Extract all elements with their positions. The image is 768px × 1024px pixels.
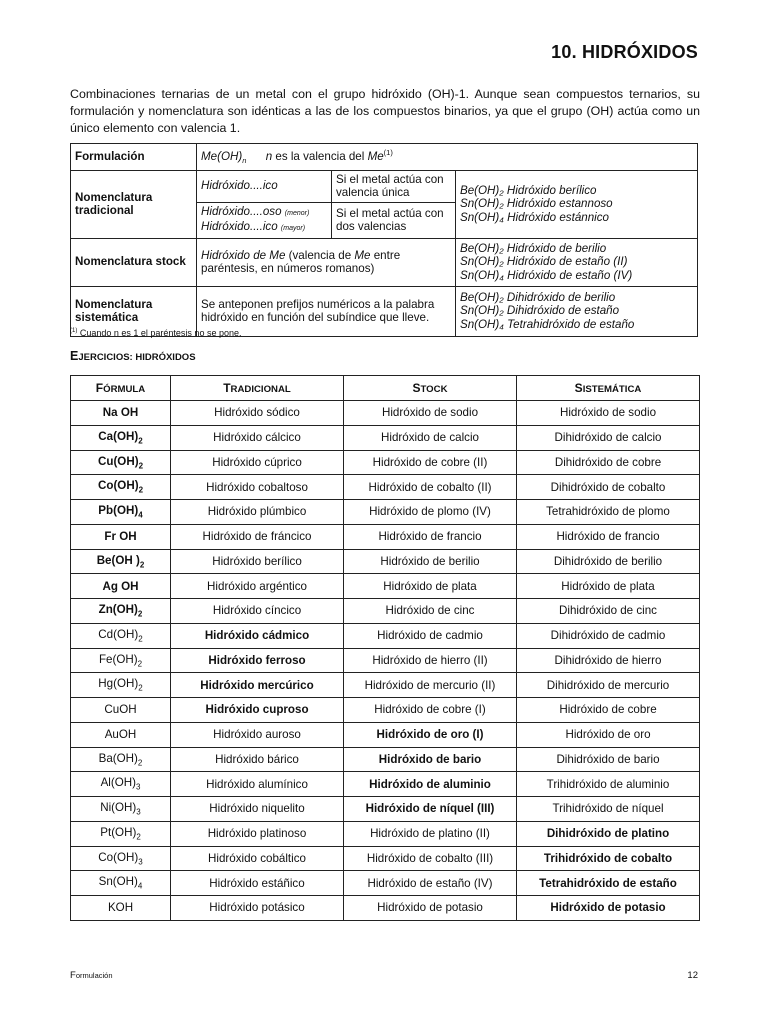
tradicional-cell: Hidróxido bárico: [171, 747, 344, 772]
trad-example: Be(OH)₂ Hidróxido berílico: [460, 183, 597, 197]
formulacion-value: [197, 144, 698, 171]
sistematica-cell: Dihidróxido de cobalto: [517, 475, 700, 500]
table-row: [71, 797, 700, 822]
stock-label: Nomenclatura stock: [71, 238, 197, 286]
stock-cell: Hidróxido de cadmio: [344, 623, 517, 648]
sistematica-label: Nomenclatura sistemática: [71, 286, 197, 336]
sistematica-cell: Trihidróxido de níquel: [517, 797, 700, 822]
tradicional-cell: Hidróxido cálcico: [171, 425, 344, 450]
stock-cell: Hidróxido de oro (I): [344, 722, 517, 747]
stock-cell: Hidróxido de cinc: [344, 599, 517, 624]
table-row: [71, 673, 700, 698]
formula-cell: $Ni(OH)_3$: [71, 797, 171, 822]
footnote-text: Cuando n es 1 el paréntesis no se pone.: [79, 328, 242, 338]
stock-cell: Hidróxido de cobalto (III): [344, 846, 517, 871]
tradicional-cell: Hidróxido sódico: [171, 401, 344, 426]
formula-cell: Be(OH )$_2$: [71, 549, 171, 574]
trad-ico: Hidróxido....ico: [197, 170, 332, 202]
sistematica-cell: Hidróxido de potasio: [517, 896, 700, 921]
tradicional-cell: Hidróxido cobaltoso: [171, 475, 344, 500]
formula-cell: $Co(OH)_3$: [71, 846, 171, 871]
tradicional-label: Nomenclatura tradicional: [71, 170, 197, 238]
formulacion-sup: (1): [383, 148, 393, 157]
intro-paragraph: Combinaciones ternarias de un metal con el grupo hidróxido (OH)-1. Aunque sean compuestos ternarios, su formulación y nomenclatura son idénticas a las de los compuestos binarios, ya que el grupo (OH) actúa como un único elemento con valencia 1.: [70, 87, 700, 135]
trad-examples: [456, 170, 698, 238]
formula-cell: Ag OH: [71, 574, 171, 599]
sistematica-cell: Dihidróxido de cobre: [517, 450, 700, 475]
trad-ico2: Hidróxido....ico: [201, 220, 278, 234]
stock-cell: Hidróxido de berilio: [344, 549, 517, 574]
stock-example: Sn(OH)₄ Hidróxido de estaño (IV): [460, 268, 633, 282]
trad-oso-ico: [197, 202, 332, 238]
page-number: 12: [687, 970, 698, 981]
formula-cell: $Fe(OH)_2$: [71, 648, 171, 673]
tradicional-cell: Hidróxido plúmbico: [171, 500, 344, 525]
summary-row-tradicional-1: [71, 170, 698, 202]
tradicional-cell: Hidróxido potásico: [171, 896, 344, 921]
sist-example: Be(OH)₂ Dihidróxido de berilio: [460, 290, 616, 304]
table-row: [71, 475, 700, 500]
stock-example: Be(OH)₂ Hidróxido de berilio: [460, 241, 607, 255]
stock-cell: Hidróxido de cobalto (II): [344, 475, 517, 500]
tradicional-cell: Hidróxido ferroso: [171, 648, 344, 673]
table-row: [71, 599, 700, 624]
formula-cell: AuOH: [71, 722, 171, 747]
trad-example: Sn(OH)₄ Hidróxido estánnico: [460, 210, 609, 224]
footnote-mark: (1): [70, 328, 78, 334]
stock-cell: Hidróxido de calcio: [344, 425, 517, 450]
formula-cell: Fr OH: [71, 524, 171, 549]
tradicional-cell: Hidróxido cíncico: [171, 599, 344, 624]
sistematica-cell: Tetrahidróxido de plomo: [517, 500, 700, 525]
header-formula: [71, 376, 171, 401]
sistematica-cell: Hidróxido de francio: [517, 524, 700, 549]
exercises-header-row: [71, 376, 700, 401]
table-row: [71, 821, 700, 846]
exercises-title-first: E: [70, 349, 79, 363]
tradicional-cell: Hidróxido de fráncico: [171, 524, 344, 549]
stock-desc: [197, 238, 456, 286]
trad-example: Sn(OH)₂ Hidróxido estannoso: [460, 197, 613, 211]
tradicional-cell: Hidróxido argéntico: [171, 574, 344, 599]
sistematica-cell: Hidróxido de plata: [517, 574, 700, 599]
stock-example: Sn(OH)₂ Hidróxido de estaño (II): [460, 255, 628, 269]
stock-cell: Hidróxido de estaño (IV): [344, 871, 517, 896]
trad-unica: Si el metal actúa con valencia única: [332, 170, 456, 202]
header-sistematica: [517, 376, 700, 401]
header-first: S: [412, 381, 421, 395]
sist-example: Sn(OH)₄ Tetrahidróxido de estaño: [460, 317, 635, 331]
stock-cell: Hidróxido de mercurio (II): [344, 673, 517, 698]
sistematica-cell: Trihidróxido de aluminio: [517, 772, 700, 797]
formula-cell: $Sn(OH)_4$: [71, 871, 171, 896]
sistematica-cell: Dihidróxido de berilio: [517, 549, 700, 574]
table-row: [71, 574, 700, 599]
tradicional-cell: Hidróxido mercúrico: [171, 673, 344, 698]
header-tradicional: [171, 376, 344, 401]
header-first: T: [223, 381, 231, 395]
header-rest: ÓRMULA: [103, 384, 146, 395]
stock-examples: [456, 238, 698, 286]
table-row: [71, 648, 700, 673]
trad-menor: (menor): [284, 209, 310, 217]
tradicional-cell: Hidróxido cuproso: [171, 698, 344, 723]
header-first: S: [574, 381, 583, 395]
header-rest: RADICIONAL: [230, 384, 291, 395]
summary-row-stock: [71, 238, 698, 286]
table-row: [71, 401, 700, 426]
sistematica-cell: Dihidróxido de cadmio: [517, 623, 700, 648]
sist-examples: [456, 286, 698, 336]
stock-cell: Hidróxido de francio: [344, 524, 517, 549]
footer-first: F: [70, 970, 76, 981]
tradicional-cell: Hidróxido auroso: [171, 722, 344, 747]
formula-cell: $Ca(OH)_2$: [71, 425, 171, 450]
formula-cell: $Hg(OH)_2$: [71, 673, 171, 698]
sistematica-cell: Dihidróxido de hierro: [517, 648, 700, 673]
table-row: [71, 524, 700, 549]
trad-dos: Si el metal actúa con dos valencias: [332, 202, 456, 238]
tradicional-cell: Hidróxido cádmico: [171, 623, 344, 648]
stock-desc-2: (valencia de: [285, 248, 355, 262]
tradicional-cell: Hidróxido cúprico: [171, 450, 344, 475]
table-row: [71, 846, 700, 871]
formulacion-label: Formulación: [71, 144, 197, 171]
sistematica-cell: Dihidróxido de calcio: [517, 425, 700, 450]
formulacion-sub: n: [242, 156, 247, 166]
header-first: F: [95, 381, 104, 395]
sistematica-cell: Dihidróxido de mercurio: [517, 673, 700, 698]
formula-cell: $Al(OH)_3$: [71, 772, 171, 797]
stock-cell: Hidróxido de aluminio: [344, 772, 517, 797]
table-row: [71, 623, 700, 648]
exercises-table: [70, 375, 700, 921]
table-row: [71, 450, 700, 475]
table-row: [71, 500, 700, 525]
sist-desc: Se anteponen prefijos numéricos a la palabra hidróxido en función del subíndice que lleve.: [197, 286, 456, 336]
tradicional-cell: Hidróxido cobáltico: [171, 846, 344, 871]
table-row: [71, 698, 700, 723]
formula-cell: Na OH: [71, 401, 171, 426]
tradicional-cell: Hidróxido niquelito: [171, 797, 344, 822]
stock-desc-3: Me: [354, 248, 371, 262]
tradicional-cell: Hidróxido platinoso: [171, 821, 344, 846]
formula-cell: $Cd(OH)_2$: [71, 623, 171, 648]
stock-cell: Hidróxido de potasio: [344, 896, 517, 921]
table-row: [71, 896, 700, 921]
sistematica-cell: Hidróxido de oro: [517, 722, 700, 747]
stock-cell: Hidróxido de níquel (III): [344, 797, 517, 822]
footer-section: [70, 970, 113, 981]
footer-rest: ormulación: [75, 971, 113, 980]
formulacion-formula: Me(OH): [201, 149, 243, 163]
tradicional-cell: Hidróxido alumínico: [171, 772, 344, 797]
formulacion-n: n: [265, 149, 273, 163]
page-title: 10. HIDRÓXIDOS: [551, 42, 698, 62]
sistematica-cell: Hidróxido de sodio: [517, 401, 700, 426]
trad-mayor: (mayor): [280, 225, 306, 233]
footnote: [70, 328, 241, 338]
summary-table: [70, 143, 698, 337]
sistematica-cell: Dihidróxido de platino: [517, 821, 700, 846]
stock-cell: Hidróxido de platino (II): [344, 821, 517, 846]
formula-cell: $Pt(OH)_2$: [71, 821, 171, 846]
header-rest: TOCK: [420, 384, 448, 395]
exercises-body: [71, 401, 700, 921]
trad-oso: Hidróxido....oso: [201, 204, 282, 218]
formulacion-text: es la valencia del: [272, 149, 368, 163]
tradicional-cell: Hidróxido estáñico: [171, 871, 344, 896]
stock-cell: Hidróxido de plomo (IV): [344, 500, 517, 525]
table-row: [71, 772, 700, 797]
stock-cell: Hidróxido de cobre (II): [344, 450, 517, 475]
tradicional-cell: Hidróxido berílico: [171, 549, 344, 574]
formula-cell: $Co(OH)_2$: [71, 475, 171, 500]
stock-cell: Hidróxido de sodio: [344, 401, 517, 426]
sistematica-cell: Dihidróxido de cinc: [517, 599, 700, 624]
stock-cell: Hidróxido de hierro (II): [344, 648, 517, 673]
exercises-title-rest: JERCICIOS: HIDRÓXIDOS: [78, 352, 196, 363]
exercises-title: [70, 349, 196, 363]
table-row: [71, 549, 700, 574]
formulacion-me: Me: [367, 149, 384, 163]
sist-example: Sn(OH)₂ Dihidróxido de estaño: [460, 304, 620, 318]
table-row: [71, 425, 700, 450]
formula-cell: $Cu(OH)_2$: [71, 450, 171, 475]
stock-cell: Hidróxido de plata: [344, 574, 517, 599]
table-row: [71, 871, 700, 896]
formula-cell: KOH: [71, 896, 171, 921]
sistematica-cell: Dihidróxido de bario: [517, 747, 700, 772]
stock-desc-1: Hidróxido de Me: [201, 248, 286, 262]
formula-cell: $Ba(OH)_2$: [71, 747, 171, 772]
formula-cell: $Zn(OH)_2$: [71, 599, 171, 624]
sistematica-cell: Tetrahidróxido de estaño: [517, 871, 700, 896]
sistematica-cell: Trihidróxido de cobalto: [517, 846, 700, 871]
summary-row-formulacion: [71, 144, 698, 171]
stock-cell: Hidróxido de cobre (I): [344, 698, 517, 723]
formula-cell: CuOH: [71, 698, 171, 723]
stock-cell: Hidróxido de bario: [344, 747, 517, 772]
header-stock: [344, 376, 517, 401]
sistematica-cell: Hidróxido de cobre: [517, 698, 700, 723]
header-rest: ISTEMÁTICA: [582, 384, 642, 395]
stock-desc-4: entre paréntesis, en números romanos): [201, 248, 401, 276]
table-row: [71, 747, 700, 772]
formula-cell: $Pb(OH)_4$: [71, 500, 171, 525]
table-row: [71, 722, 700, 747]
